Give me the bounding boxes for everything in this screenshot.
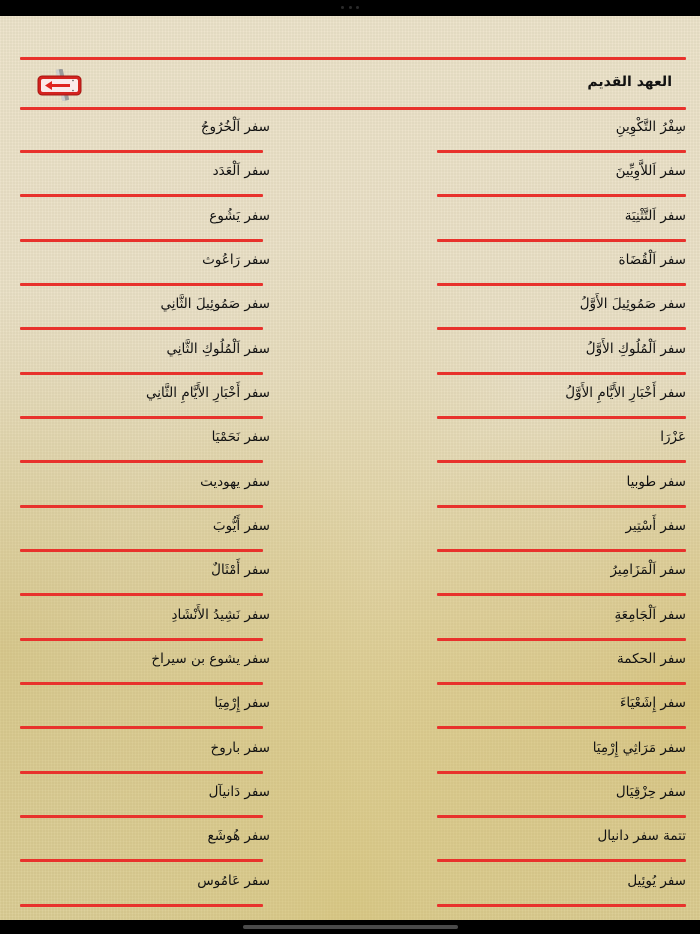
book-item-tobit[interactable] (437, 464, 686, 508)
home-indicator[interactable] (243, 925, 458, 929)
book-item-song-of-songs[interactable] (20, 597, 270, 641)
book-item-ecclesiastes[interactable] (437, 597, 686, 641)
book-item-1-samuel[interactable] (437, 286, 686, 330)
book-item-genesis[interactable] (437, 109, 686, 153)
book-item-esther[interactable] (437, 508, 686, 552)
book-item-2-chronicles[interactable] (20, 375, 270, 419)
row-divider (20, 726, 263, 729)
row-divider (437, 726, 686, 729)
book-label: سفر يشوع بن سيراخ (151, 651, 270, 667)
book-item-jeremiah[interactable] (20, 685, 270, 729)
book-label: سفر أَخْبَارِ الأَيَّامِ الأَوَّلُ (565, 385, 686, 401)
row-divider (437, 194, 686, 197)
header-top-divider (20, 57, 686, 60)
book-item-sirach[interactable] (20, 641, 270, 685)
book-item-proverbs[interactable] (20, 552, 270, 596)
book-label: سفر أَمْثَالٌ (211, 562, 270, 578)
book-label: سفر أَخْبَارِ الأَيَّامِ الثَّانِي (145, 385, 270, 401)
book-label: سفر حِزْقِيَال (615, 784, 686, 800)
book-item-nehemiah[interactable] (20, 419, 270, 463)
book-item-ezekiel[interactable] (437, 774, 686, 818)
row-divider (20, 194, 263, 197)
book-item-leviticus[interactable] (437, 153, 686, 197)
book-label: سفر صَمُوئِيلَ الأَوَّلُ (579, 296, 686, 312)
book-label: سفر إِشَعْيَاءَ (620, 695, 686, 711)
book-label: سفر باروخ (210, 740, 270, 756)
book-label: سفر اَلْعَدَد (212, 163, 270, 179)
book-item-deuteronomy[interactable] (437, 198, 686, 242)
book-item-psalms[interactable] (437, 552, 686, 596)
book-label: سفر اَلْمُلُوكِ الثَّانِي (166, 341, 270, 357)
back-button[interactable] (37, 69, 83, 101)
book-item-numbers[interactable] (20, 153, 270, 197)
book-item-2-samuel[interactable] (20, 286, 270, 330)
book-label: سفر اَللاَّوِيِّينَ (615, 163, 686, 179)
book-label: سفر مَرَاثِي إِرْمِيَا (592, 740, 686, 756)
book-label: سفر يهوديت (200, 474, 270, 490)
row-divider (437, 593, 686, 596)
row-divider (437, 859, 686, 862)
book-label: سفر يُوئِيل (627, 873, 686, 889)
book-item-daniel[interactable] (20, 774, 270, 818)
book-item-lamentations[interactable] (437, 730, 686, 774)
back-arrow-sign-icon (37, 69, 83, 101)
book-item-joel[interactable] (437, 863, 686, 907)
row-divider (20, 460, 263, 463)
book-item-2-kings[interactable] (20, 331, 270, 375)
book-label: سفر اَلْمَزَامِيرُ (610, 562, 686, 578)
book-item-ruth[interactable] (20, 242, 270, 286)
book-label: سفر نَحَمْيَا (211, 429, 270, 445)
book-label: سفر اَلْقُضَاة (618, 252, 686, 268)
book-item-hosea[interactable] (20, 818, 270, 862)
row-divider (20, 904, 263, 907)
row-divider (437, 460, 686, 463)
book-list-page (0, 16, 700, 920)
book-label: سفر رَاعُوث (202, 252, 270, 268)
book-label: سفر اَلْجَامِعَةِ (614, 607, 686, 623)
book-item-amos[interactable] (20, 863, 270, 907)
book-label: عَزْرَا (660, 429, 686, 445)
row-divider (437, 327, 686, 330)
book-label: سفر أَيُّوبَ (212, 518, 270, 534)
book-item-1-chronicles[interactable] (437, 375, 686, 419)
book-item-isaiah[interactable] (437, 685, 686, 729)
book-label: سفر اَلْخُرُوجُ (200, 119, 270, 135)
book-label: سفر نَشِيدُ الأَنْشَادِ (171, 607, 270, 623)
book-item-1-kings[interactable] (437, 331, 686, 375)
book-label: سفر الحكمة (617, 651, 686, 667)
book-item-joshua[interactable] (20, 198, 270, 242)
multitasking-dots-icon[interactable] (341, 6, 359, 9)
book-label: سفر يَشُوع (209, 208, 270, 224)
book-item-judges[interactable] (437, 242, 686, 286)
book-item-ezra[interactable] (437, 419, 686, 463)
page-title: العهد القديم (587, 74, 672, 90)
row-divider (20, 327, 263, 330)
book-item-exodus[interactable] (20, 109, 270, 153)
status-bar (0, 0, 700, 16)
book-label: سفر إِرْمِيَا (214, 695, 270, 711)
book-label: سِفْرُ التَّكْوِينِ (615, 119, 686, 135)
book-item-daniel-additions[interactable] (437, 818, 686, 862)
book-label: سفر اَلْمُلُوكِ الأَوَّلُ (585, 341, 686, 357)
book-label: سفر أَسْتِير (625, 518, 686, 534)
book-item-wisdom[interactable] (437, 641, 686, 685)
book-label: تتمة سفر دانيال (597, 828, 686, 844)
row-divider (20, 859, 263, 862)
book-item-judith[interactable] (20, 464, 270, 508)
book-label: سفر اَلتَّثْنِيَة (624, 208, 686, 224)
book-item-job[interactable] (20, 508, 270, 552)
row-divider (20, 593, 263, 596)
row-divider (437, 904, 686, 907)
book-label: سفر طوبيا (626, 474, 686, 490)
book-label: سفر عَامُوس (197, 873, 270, 889)
book-label: سفر دَانيآل (208, 784, 270, 800)
book-label: سفر صَمُوئِيلَ الثَّانِي (160, 296, 270, 312)
book-label: سفر هُوشَع (207, 828, 270, 844)
book-item-baruch[interactable] (20, 730, 270, 774)
